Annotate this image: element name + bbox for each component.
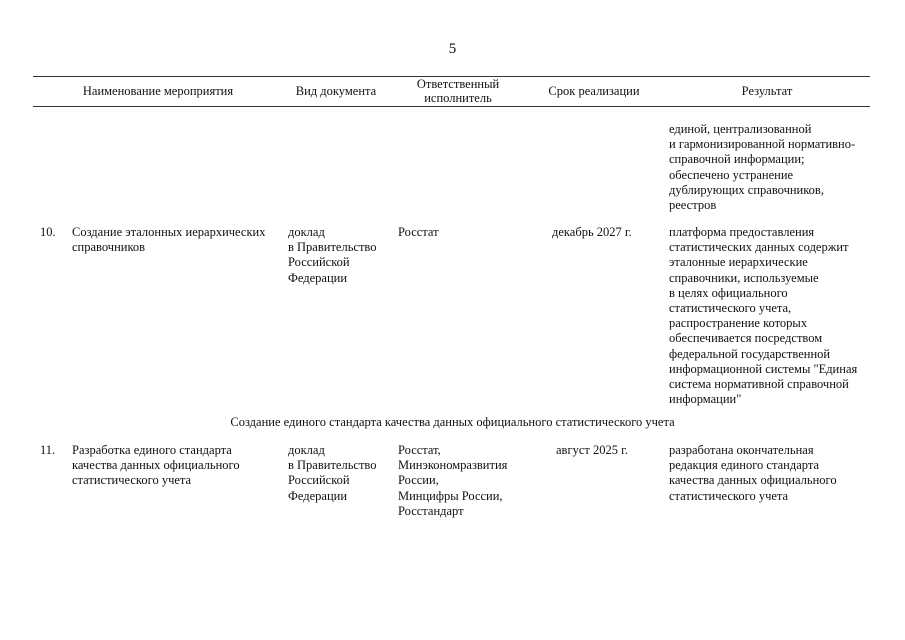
row-responsible: Росстат (398, 225, 439, 239)
row-result: платформа предоставления статистических данных содержит эталонные иерархические справочники, используемые в целях официального статистического учета, распространение которых обеспечивается посредством федеральной государственной информационной системы "Единая система нормативной справочной информации" (669, 225, 858, 407)
page-number: 5 (448, 41, 457, 57)
row-name: Разработка единого стандарта качества данных официального статистического учета (72, 443, 240, 488)
row-result: разработана окончательная редакция единого стандарта качества данных официального статистического учета (669, 443, 837, 503)
table-header-bottom-rule (33, 106, 870, 107)
row-name: Создание эталонных иерархических справочников (72, 225, 266, 255)
header-result: Результат (741, 84, 793, 98)
row-doc-type: доклад в Правительство Российской Федерации (288, 443, 377, 503)
row-deadline: декабрь 2027 г. (552, 225, 632, 239)
header-responsible: Ответственный исполнитель (416, 77, 500, 105)
section-title: Создание единого стандарта качества данных официального статистического учета (230, 415, 675, 429)
header-name: Наименование мероприятия (82, 84, 234, 98)
continued-result-cell: единой, централизованной и гармонизированной нормативно- справочной информации; обеспечено устранение дублирующих справочников, реестров (669, 122, 856, 213)
row-number: 10. (40, 225, 56, 239)
row-number: 11. (40, 443, 56, 457)
row-deadline: август 2025 г. (556, 443, 628, 457)
header-deadline: Срок реализации (548, 84, 640, 98)
header-doc-type: Вид документа (295, 84, 377, 98)
row-responsible: Росстат, Минэкономразвития России, Минцифры России, Росстандарт (398, 443, 508, 518)
row-doc-type: доклад в Правительство Российской Федерации (288, 225, 377, 285)
